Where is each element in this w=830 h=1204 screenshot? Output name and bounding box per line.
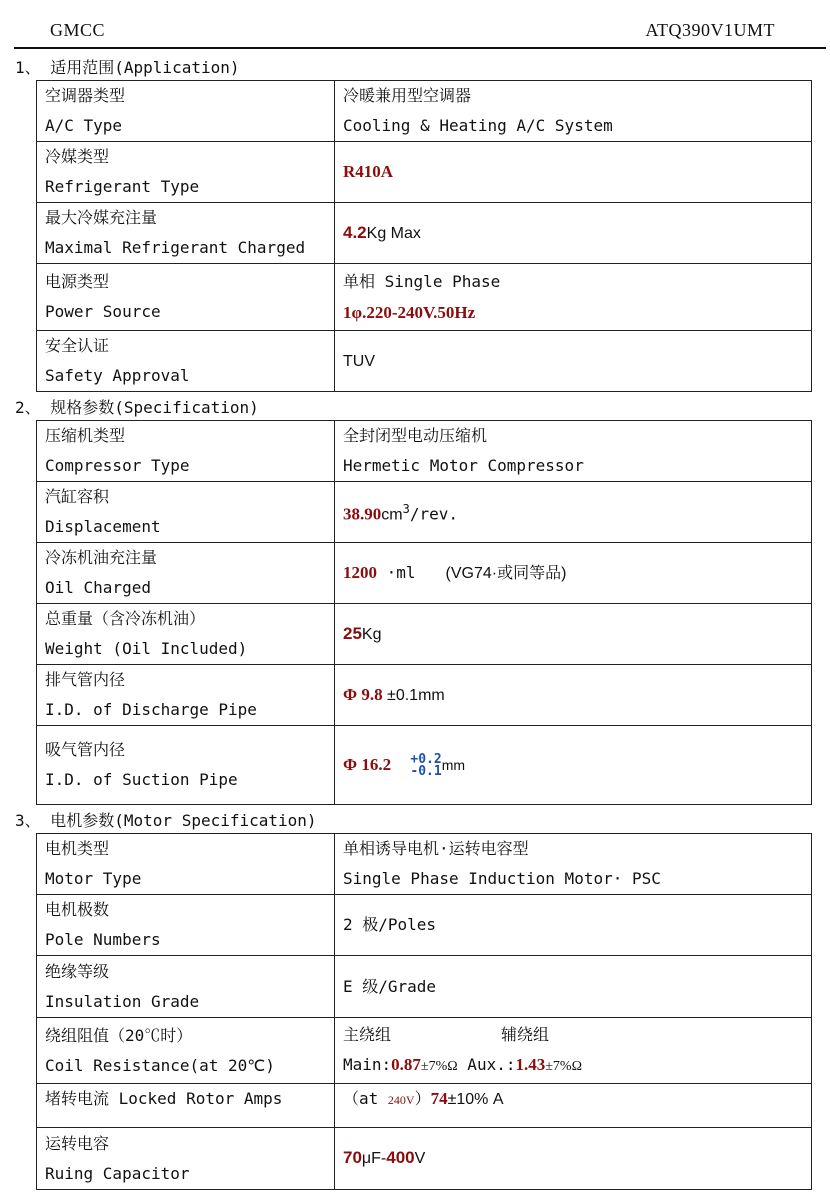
label-zh: 电机极数 xyxy=(45,900,110,919)
insulation-value: E 级/Grade xyxy=(343,976,437,996)
power-value: 1φ.220-240V.50Hz xyxy=(343,302,476,322)
label-en: I.D. of Suction Pipe xyxy=(45,770,238,789)
poles-value: 2 极/Poles xyxy=(343,915,437,934)
locked-current: 74 xyxy=(430,1089,448,1108)
suction-unit: mm xyxy=(441,757,466,773)
label-zh: 排气管内径 xyxy=(45,670,126,689)
oil-unit: ·ml xyxy=(377,562,416,582)
phase-zh: 单相 xyxy=(343,273,376,291)
tolerance-minus: -0.1 xyxy=(410,763,442,779)
weight-unit: Kg xyxy=(361,625,382,643)
label-en: Maximal Refrigerant Charged xyxy=(45,238,306,257)
main-label: Main: xyxy=(343,1054,392,1074)
table-row xyxy=(37,421,812,482)
label-zh: 电源类型 xyxy=(45,272,110,291)
capacitance-unit: μF- xyxy=(361,1150,387,1167)
label-zh: 最大冷媒充注量 xyxy=(45,208,158,227)
table-row xyxy=(37,331,812,392)
displacement-unit: cm xyxy=(381,506,403,524)
suction-tolerance xyxy=(410,751,442,779)
application-table xyxy=(36,80,812,392)
label-en: Power Source xyxy=(45,302,161,321)
label-zh: 汽缸容积 xyxy=(45,487,110,506)
label-en: I.D. of Discharge Pipe xyxy=(45,700,257,719)
value-en: Hermetic Motor Compressor xyxy=(343,456,584,475)
locked-voltage: 240V xyxy=(387,1093,415,1107)
label-en: Refrigerant Type xyxy=(45,177,200,196)
label-en: Oil Charged xyxy=(45,578,151,597)
capacitance-number: 70 xyxy=(343,1148,362,1167)
label-zh: 压缩机类型 xyxy=(45,426,126,445)
aux-winding-zh: 辅绕组 xyxy=(501,1024,550,1044)
value-zh: 冷暖兼用型空调器 xyxy=(343,86,472,105)
section-application-title: 1、 适用范围(Application) xyxy=(15,58,240,77)
locked-rotor-label: 堵转电流 Locked Rotor Amps xyxy=(45,1089,283,1108)
displacement-suffix: /rev. xyxy=(409,504,458,524)
charge-number: 4.2 xyxy=(343,222,367,242)
page-header xyxy=(0,0,830,48)
oil-note: (VG74·或同等品) xyxy=(445,564,567,582)
label-en: Pole Numbers xyxy=(45,930,161,949)
aux-resistance: 1.43 xyxy=(515,1054,546,1074)
model-number: ATQ390V1UMT xyxy=(645,20,775,40)
label-en: Compressor Type xyxy=(45,456,190,475)
table-row xyxy=(37,1084,812,1128)
label-en: Safety Approval xyxy=(45,366,190,385)
charge-unit: Kg Max xyxy=(366,224,421,242)
section-specification-title: 2、 规格参数(Specification) xyxy=(15,398,259,417)
label-en: Coil Resistance(at 20℃) xyxy=(45,1055,275,1075)
suction-number: Φ 16.2 xyxy=(343,755,392,774)
discharge-tolerance: ±0.1mm xyxy=(382,686,445,704)
locked-pre: （at xyxy=(343,1089,388,1108)
table-row xyxy=(37,895,812,956)
label-zh: 运转电容 xyxy=(45,1133,110,1153)
main-winding-zh: 主绕组 xyxy=(343,1024,392,1044)
label-zh: 电机类型 xyxy=(45,839,110,858)
label-zh: 冷冻机油充注量 xyxy=(45,548,158,567)
value-en: Single Phase Induction Motor· PSC xyxy=(343,869,661,888)
displacement-sup: 3 xyxy=(402,501,410,516)
value-en: Cooling & Heating A/C System xyxy=(343,116,613,135)
aux-label: Aux.: xyxy=(457,1054,516,1074)
weight-number: 25 xyxy=(343,623,362,643)
tolerance-plus: +0.2 xyxy=(410,751,442,767)
table-row xyxy=(37,264,812,331)
table-row xyxy=(37,665,812,726)
section-motor-title: 3、 电机参数(Motor Specification) xyxy=(15,811,317,830)
value-zh: 全封闭型电动压缩机 xyxy=(343,426,488,445)
oil-number: 1200 xyxy=(343,562,377,582)
safety-value: TUV xyxy=(343,352,375,370)
table-row xyxy=(37,834,812,895)
motor-table xyxy=(36,833,812,1190)
value-zh: 单相诱导电机·运转电容型 xyxy=(343,839,529,858)
table-row xyxy=(37,81,812,142)
voltage-unit: V xyxy=(414,1150,426,1167)
table-row xyxy=(37,1128,812,1190)
label-zh: 吸气管内径 xyxy=(45,740,126,759)
label-en: Motor Type xyxy=(45,869,142,888)
label-zh: 绕组阻值（20℃时） xyxy=(45,1025,193,1045)
table-row xyxy=(37,482,812,543)
label-en: A/C Type xyxy=(45,116,123,135)
label-en: Insulation Grade xyxy=(45,991,200,1011)
locked-tolerance: ±10% A xyxy=(447,1091,504,1108)
label-zh: 绝缘等级 xyxy=(45,961,110,981)
label-en: Displacement xyxy=(45,517,161,536)
label-en: Weight (Oil Included) xyxy=(45,639,248,658)
table-row xyxy=(37,956,812,1018)
brand-name: GMCC xyxy=(50,20,106,40)
table-row xyxy=(37,726,812,805)
header-rule xyxy=(14,47,826,49)
table-row xyxy=(37,142,812,203)
refrigerant-value: R410A xyxy=(343,162,394,181)
locked-mid: ） xyxy=(414,1089,431,1108)
aux-tolerance: ±7%Ω xyxy=(545,1058,582,1074)
voltage-number: 400 xyxy=(386,1148,415,1167)
label-zh: 冷媒类型 xyxy=(45,147,110,166)
label-zh: 空调器类型 xyxy=(45,86,126,105)
label-zh: 安全认证 xyxy=(45,336,110,355)
label-en: Ruing Capacitor xyxy=(45,1163,190,1183)
label-zh: 总重量（含冷冻机油） xyxy=(45,609,206,628)
table-row xyxy=(37,604,812,665)
main-tolerance: ±7%Ω xyxy=(420,1058,458,1074)
displacement-number: 38.90 xyxy=(343,504,382,524)
phase-en: Single Phase xyxy=(375,271,501,291)
discharge-number: Φ 9.8 xyxy=(343,684,383,704)
table-row xyxy=(37,1018,812,1084)
main-resistance: 0.87 xyxy=(391,1054,421,1074)
specification-table xyxy=(36,420,812,805)
table-row xyxy=(37,203,812,264)
table-row xyxy=(37,543,812,604)
